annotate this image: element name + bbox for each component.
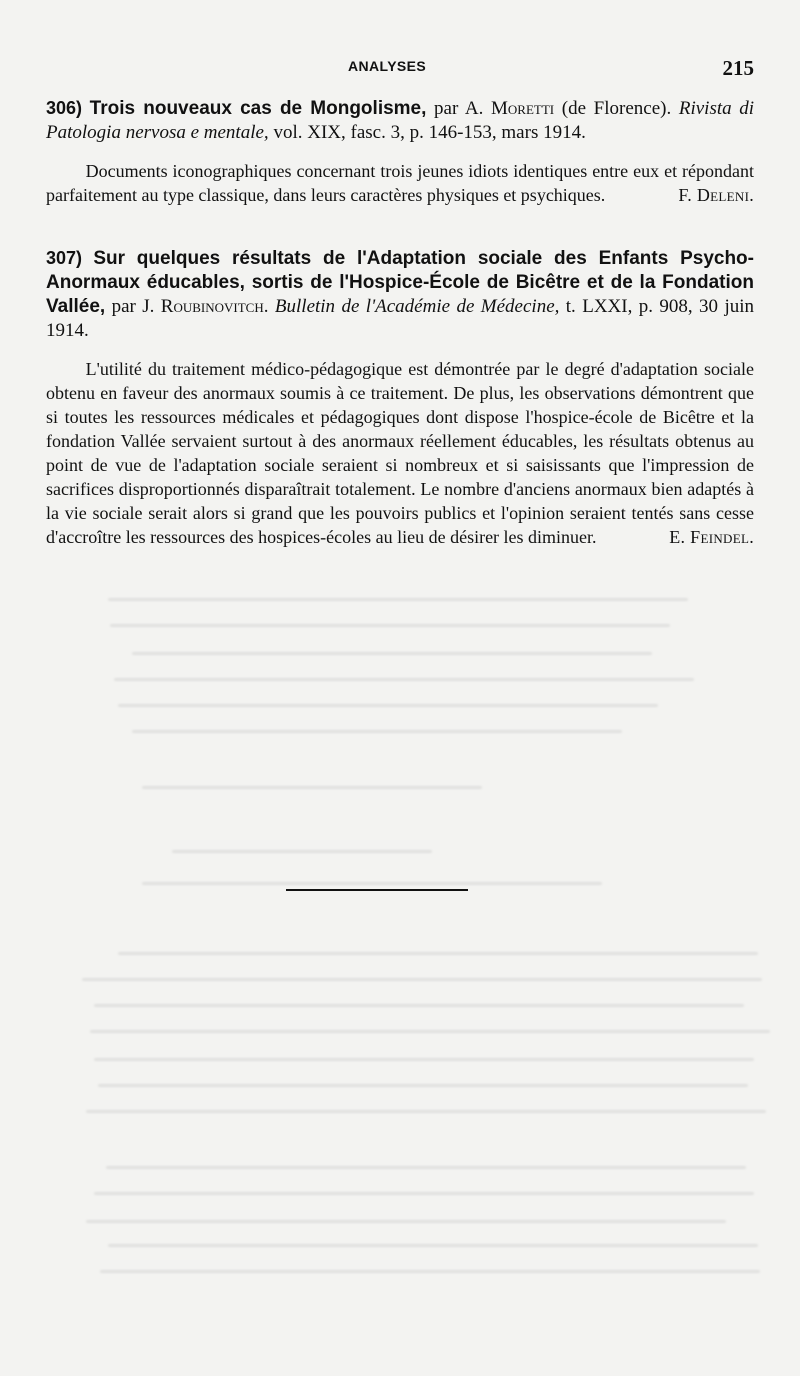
entry-307-summary-text: L'utilité du traitement médico-pédagogique est démontrée par le degré d'adaptation sociale obtenu en faveur des anormaux soumis à ce traitement. De plus, les observations démontrent que si toutes les ressources médicales et pédagogiques dont dispose l'hospice-école de Bicêtre et la fondation Vallée servaient surtout à des anormaux réellement éducables, les résultats obtenus au point de vue de l'adaptation sociale seraient si nombreux et si saisissants que l'impression de sacrifices disproportionnés disparaîtrait totalement. Le nombre d'anciens anormaux bien adaptés à la vie sociale serait alors si grand que les pouvoirs publics et l'opinion seraient tentés sans cesse d'accroître les ressources des hospices-écoles au lieu de désirer les diminuer. [46,359,754,547]
entry-307-summary [46,357,754,549]
running-head: ANALYSES [348,58,427,74]
entry-307-citation [46,246,754,343]
entry-307-author-name: Roubinovitch. [160,296,269,317]
entry-307-author-prefix: par J. [111,296,155,317]
entry-307-journal: Bulletin de l'Académie de Médecine, [274,296,560,317]
entry-307-journal-details: t. LXXI, p. 908, 30 juin 1914. [46,296,755,341]
entry-306-citation [46,96,754,145]
entry-306-summary-text: Documents iconographiques concernant trois jeunes idiots identiques entre eux et répondant parfaitement au type classique, dans leurs caractères physiques et psychiques. [46,161,754,205]
entry-306 [46,96,754,207]
entry-306-summary [46,159,754,207]
page-header [46,58,754,82]
entry-306-author-suffix: (de Florence). [561,98,672,119]
entry-306-author-prefix: par A. [434,98,484,119]
entry-306-journal-details: vol. XIX, fasc. 3, p. 146-153, mars 1914. [273,122,586,143]
entry-307-number: 307) [46,248,83,268]
entry-307-reviewer: E. Feindel. [669,527,754,547]
page-number: 215 [722,56,754,80]
bleed-through-text [22,580,782,1350]
entry-306-number: 306) [46,98,83,118]
entry-306-author-name: Moretti [491,98,555,119]
entry-307-title: Sur quelques résultats de l'Adaptation sociale des Enfants Psycho-Anormaux éducables, sortis de l'Hospice-École de Bicêtre et de la Fondation Vallée, [46,248,754,317]
section-divider [286,889,468,891]
entry-306-journal: Rivista di Patologia nervosa e mentale, [46,98,755,143]
entry-307 [46,246,754,549]
entry-306-reviewer: F. Deleni. [678,185,754,205]
entry-306-title: Trois nouveaux cas de Mongolisme, [89,98,427,119]
